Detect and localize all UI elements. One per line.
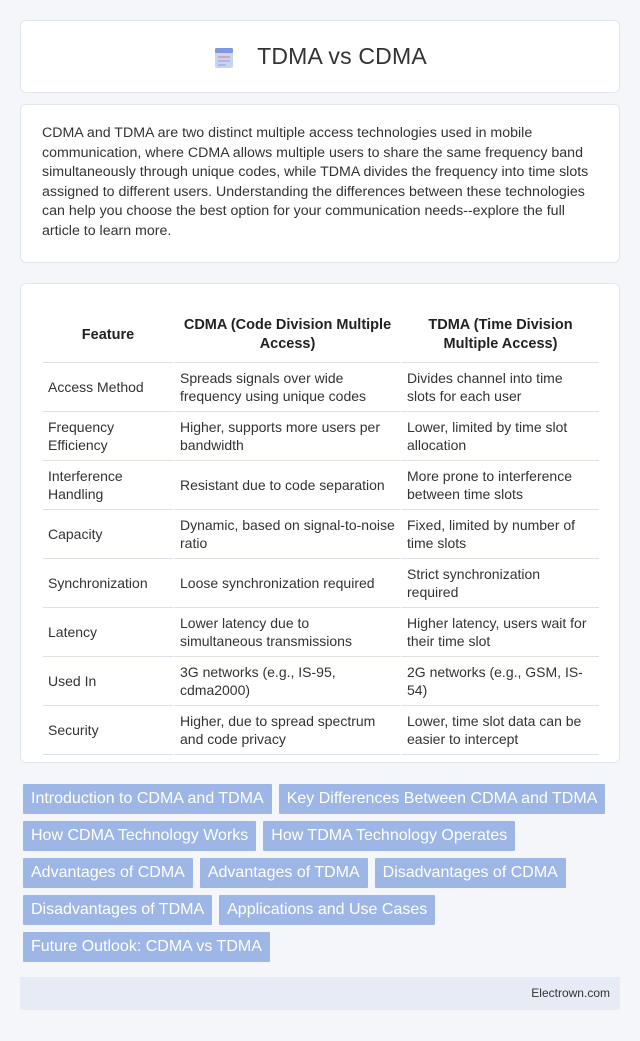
tdma-cell: Fixed, limited by number of time slots (400, 510, 599, 559)
footer-site[interactable]: Electrown.com (531, 986, 610, 1000)
tag-advantages-cdma[interactable]: Advantages of CDMA (23, 858, 193, 888)
footer (20, 977, 620, 1010)
tdma-cell: Divides channel into time slots for each user (400, 363, 599, 412)
cdma-cell: Higher, due to spread spectrum and code privacy (173, 706, 400, 755)
tag-row (23, 858, 613, 888)
document-icon (213, 46, 235, 68)
table-row (43, 559, 599, 608)
table-row (43, 608, 599, 657)
feature-cell: Interference Handling (43, 461, 173, 510)
tdma-cell: Strict synchronization required (400, 559, 599, 608)
tag-row (23, 821, 613, 851)
tag-disadvantages-tdma[interactable]: Disadvantages of TDMA (23, 895, 212, 925)
tag-row (23, 932, 613, 962)
tdma-cell: 2G networks (e.g., GSM, IS-54) (400, 657, 599, 706)
tdma-cell: Higher latency, users wait for their time slot (400, 608, 599, 657)
feature-cell: Capacity (43, 510, 173, 559)
header-feature: Feature (43, 300, 173, 363)
tag-applications[interactable]: Applications and Use Cases (219, 895, 435, 925)
cdma-cell: Lower latency due to simultaneous transmissions (173, 608, 400, 657)
tag-row (23, 895, 613, 925)
table-row (43, 363, 599, 412)
tag-future-outlook[interactable]: Future Outlook: CDMA vs TDMA (23, 932, 270, 962)
cdma-cell: Higher, supports more users per bandwidth (173, 412, 400, 461)
tag-how-tdma-operates[interactable]: How TDMA Technology Operates (263, 821, 515, 851)
cdma-cell: Loose synchronization required (173, 559, 400, 608)
cdma-cell: Resistant due to code separation (173, 461, 400, 510)
intro-text: CDMA and TDMA are two distinct multiple access technologies used in mobile communication, where CDMA allows multiple users to share the same frequency band simultaneously through unique codes, while TDMA divides the frequency into time slots assigned to different users. Understanding the differences between these technologies can help you choose the best option for your communication needs--explore the full article to learn more. (42, 125, 589, 239)
header-tdma: TDMA (Time Division Multiple Access) (400, 300, 599, 363)
tag-row (23, 784, 613, 814)
table-row (43, 657, 599, 706)
tag-how-cdma-works[interactable]: How CDMA Technology Works (23, 821, 256, 851)
feature-cell: Used In (43, 657, 173, 706)
table-row (43, 461, 599, 510)
cdma-cell: Dynamic, based on signal-to-noise ratio (173, 510, 400, 559)
comparison-table (43, 300, 599, 755)
tag-introduction[interactable]: Introduction to CDMA and TDMA (23, 784, 272, 814)
feature-cell: Latency (43, 608, 173, 657)
comparison-table-card (20, 283, 620, 763)
cdma-cell: Spreads signals over wide frequency using unique codes (173, 363, 400, 412)
table-row (43, 706, 599, 755)
title-card (20, 20, 620, 93)
tag-advantages-tdma[interactable]: Advantages of TDMA (200, 858, 368, 888)
tdma-cell: More prone to interference between time slots (400, 461, 599, 510)
page-title: TDMA vs CDMA (257, 43, 427, 69)
feature-cell: Access Method (43, 363, 173, 412)
table-row (43, 510, 599, 559)
table-header-row (43, 300, 599, 363)
feature-cell: Frequency Efficiency (43, 412, 173, 461)
header-cdma: CDMA (Code Division Multiple Access) (173, 300, 400, 363)
tag-key-differences[interactable]: Key Differences Between CDMA and TDMA (279, 784, 606, 814)
tdma-cell: Lower, time slot data can be easier to intercept (400, 706, 599, 755)
cdma-cell: 3G networks (e.g., IS-95, cdma2000) (173, 657, 400, 706)
intro-card (20, 104, 620, 263)
feature-cell: Synchronization (43, 559, 173, 608)
feature-cell: Security (43, 706, 173, 755)
tag-disadvantages-cdma[interactable]: Disadvantages of CDMA (375, 858, 566, 888)
table-row (43, 412, 599, 461)
tdma-cell: Lower, limited by time slot allocation (400, 412, 599, 461)
topic-tags (23, 784, 613, 969)
